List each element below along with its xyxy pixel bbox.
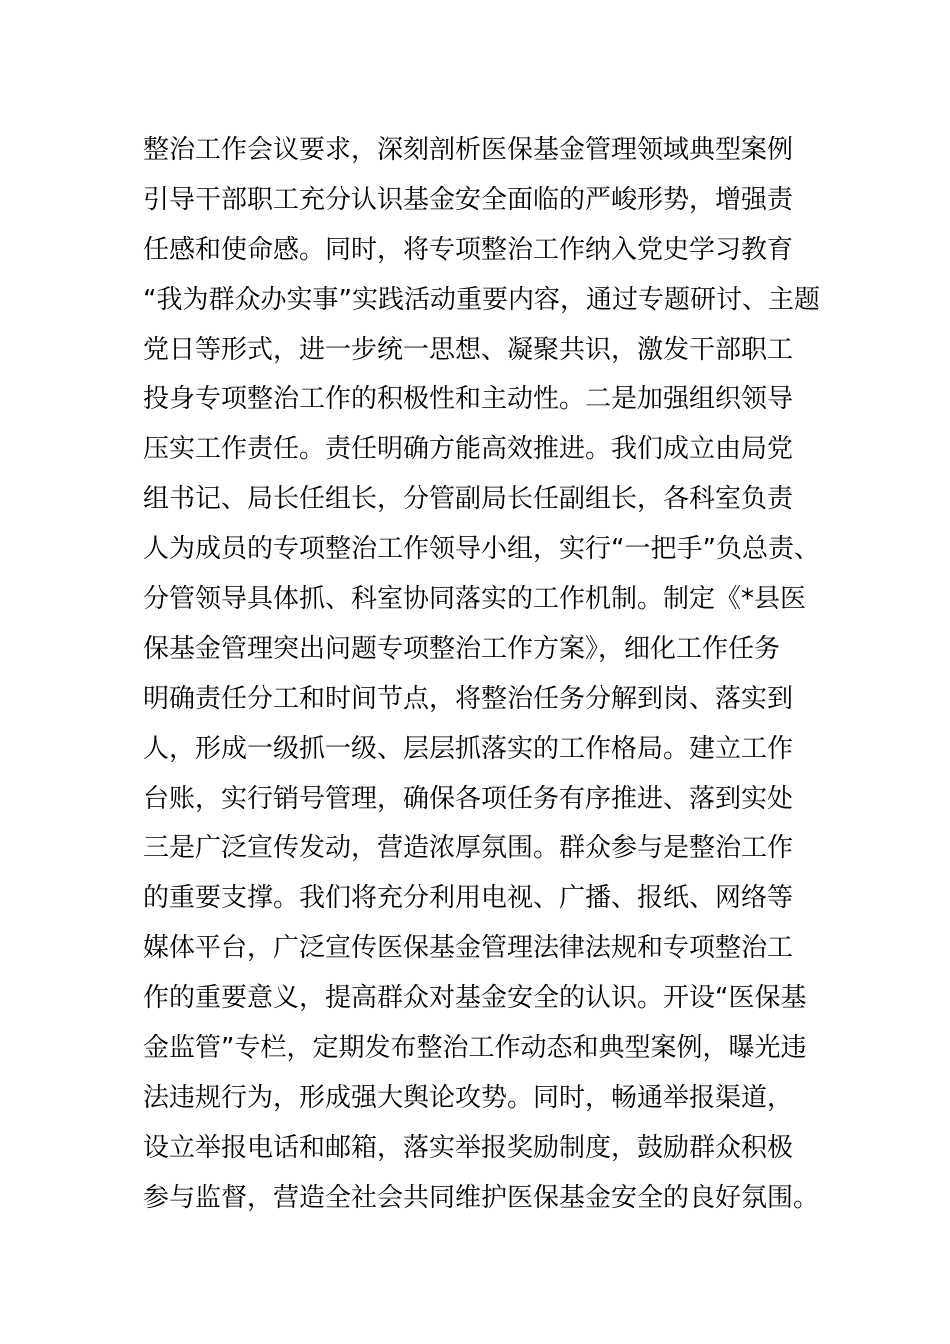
text-line: 压实工作责任。责任明确方能高效推进。我们成立由局党 [143, 434, 794, 465]
body-paragraph [143, 126, 823, 1224]
text-line: 参与监督，营造全社会共同维护医保基金安全的良好氛围。 [143, 1182, 820, 1213]
text-line: 分管领导具体抓、科室协同落实的工作机制。制定《*县医 [143, 584, 807, 615]
text-line: 党日等形式，进一步统一思想、凝聚共识，激发干部职工 [143, 334, 794, 365]
text-line: 人为成员的专项整治工作领导小组，实行“一把手”负总责、 [143, 534, 820, 565]
text-line: 金监管”专栏，定期发布整治工作动态和典型案例，曝光违 [143, 1033, 807, 1064]
text-line: 媒体平台，广泛宣传医保基金管理法律法规和专项整治工 [143, 933, 794, 964]
text-line: 投身专项整治工作的积极性和主动性。二是加强组织领导 [143, 384, 794, 415]
text-line: 作的重要意义，提高群众对基金安全的认识。开设“医保基 [143, 983, 807, 1014]
text-line: 引导干部职工充分认识基金安全面临的严峻形势，增强责 [143, 184, 794, 215]
text-line: 保基金管理突出问题专项整治工作方案》，细化工作任务 [143, 633, 781, 664]
text-line: 三是广泛宣传发动，营造浓厚氛围。群众参与是整治工作 [143, 833, 794, 864]
text-line: 任感和使命感。同时，将专项整治工作纳入党史学习教育 [143, 234, 794, 265]
text-line: 人，形成一级抓一级、层层抓落实的工作格局。建立工作 [143, 733, 794, 764]
text-line: 法违规行为，形成强大舆论攻势。同时，畅通举报渠道， [143, 1082, 794, 1113]
text-line: 组书记、局长任组长，分管副局长任副组长，各科室负责 [143, 484, 794, 515]
text-line: 设立举报电话和邮箱，落实举报奖励制度，鼓励群众积极 [143, 1132, 794, 1163]
text-line: 台账，实行销号管理，确保各项任务有序推进、落到实处 [143, 783, 794, 814]
text-line: 的重要支撑。我们将充分利用电视、广播、报纸、网络等 [143, 883, 794, 914]
text-line: “我为群众办实事”实践活动重要内容，通过专题研讨、主题 [143, 284, 820, 315]
text-line: 明确责任分工和时间节点，将整治任务分解到岗、落实到 [143, 683, 794, 714]
text-line: 整治工作会议要求，深刻剖析医保基金管理领域典型案例 [143, 135, 794, 165]
